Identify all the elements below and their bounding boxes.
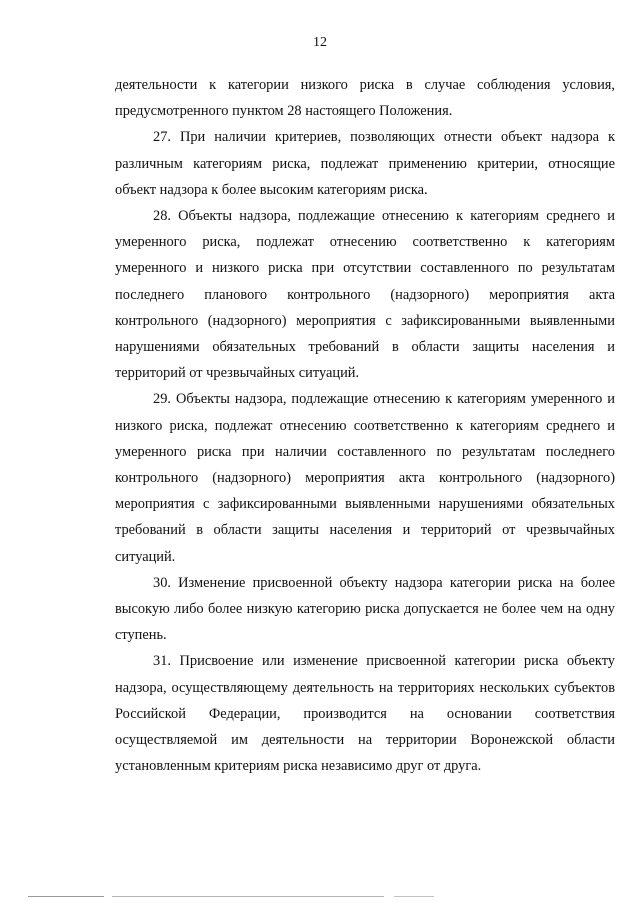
bottom-rule-left [28,896,104,897]
paragraph-29: 29. Объекты надзора, подлежащие отнесению к категориям умеренного и низкого риска, подлежат отнесению соответственно к категориям среднего и умеренного риска при наличии составленного по результатам последнего контрольного (надзорного) мероприятия акта контрольного (надзорного) мероприятия с зафиксированными выявленными нарушениями обязательных требований в области защиты населения и территорий от чрезвычайных ситуаций. [115,391,615,565]
page-number: 12 [313,35,327,50]
bottom-rule-right [394,896,434,897]
paragraph-30: 30. Изменение присвоенной объекту надзора категории риска на более высокую либо более низкую категорию риска допускается не более чем на одну ступень. [115,574,615,644]
paragraph-31: 31. Присвоение или изменение присвоенной категории риска объекту надзора, осуществляющему деятельность на территориях нескольких субъектов Российской Федерации, производится на основании соответствия осуществляемой им деятельности на территории Воронежской области установленным критериям риска независимо друг от друга. [115,653,615,775]
paragraph-continuation: деятельности к категории низкого риска в случае соблюдения условия, предусмотренного пунктом 28 настоящего Положения. [115,77,615,120]
document-body [115,72,615,779]
paragraph-27: 27. При наличии критериев, позволяющих отнести объект надзора к различным категориям риска, подлежат применению критерии, относящие объект надзора к более высоким категориям риска. [115,129,615,198]
paragraph-28: 28. Объекты надзора, подлежащие отнесению к категориям среднего и умеренного риска, подлежат отнесению соответственно к категориям умеренного и низкого риска при отсутствии составленного по результатам последнего планового контрольного (надзорного) мероприятия акта контрольного (надзорного) мероприятия с зафиксированными выявленными нарушениями обязательных требований в области защиты населения и территорий от чрезвычайных ситуаций. [115,208,615,382]
bottom-rule-middle [112,896,384,897]
